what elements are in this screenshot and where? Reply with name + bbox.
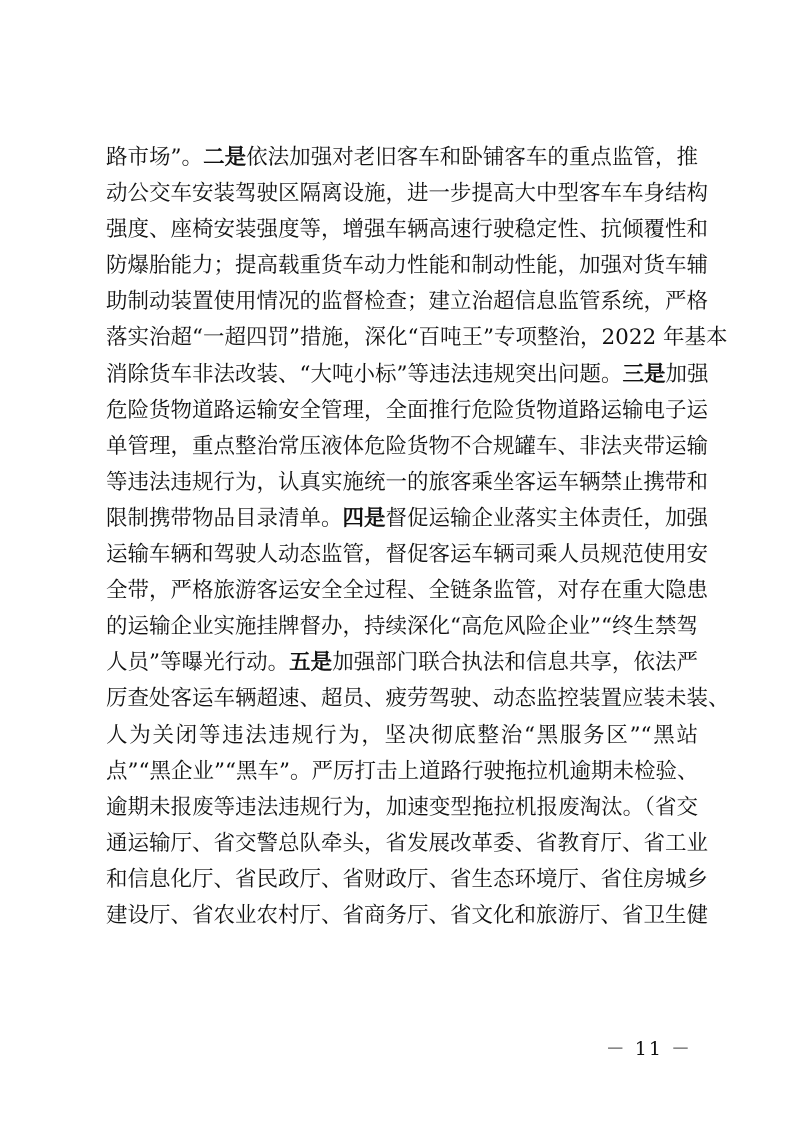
bold-lead-text: 二是 bbox=[203, 145, 247, 170]
text-line bbox=[106, 718, 698, 754]
text-line bbox=[106, 826, 709, 862]
text-line bbox=[106, 320, 728, 356]
text-line bbox=[106, 754, 698, 790]
text-run: 人为关闭等违法违规行为，坚决彻底整治“黑服务区”“黑站 bbox=[106, 722, 698, 748]
text-line bbox=[106, 140, 698, 176]
text-line bbox=[106, 898, 709, 934]
text-line bbox=[106, 465, 709, 501]
text-run: 通运输厅、省交警总队牵头，省发展改革委、省教育厅、省工业 bbox=[106, 830, 709, 856]
text-run: 落实治超“一超四罚”措施，深化“百吨王”专项整治，2022 年基本 bbox=[106, 325, 728, 351]
text-line bbox=[106, 681, 730, 717]
text-run: 的运输企业实施挂牌督办，持续深化“高危风险企业”“终生禁驾 bbox=[106, 614, 698, 640]
text-line bbox=[106, 357, 709, 393]
text-line bbox=[106, 429, 709, 465]
bold-lead-text: 四是 bbox=[342, 505, 386, 531]
text-run: 路市场”。 bbox=[106, 145, 204, 170]
text-line bbox=[106, 284, 709, 320]
text-run: 强度、座椅安装强度等，增强车辆高速行驶稳定性、抗倾覆性和 bbox=[106, 217, 709, 243]
text-line bbox=[106, 609, 698, 645]
text-line bbox=[106, 176, 709, 212]
text-run: 和信息化厅、省民政厅、省财政厅、省生态环境厅、省住房城乡 bbox=[106, 866, 709, 892]
text-run: 等违法违规行为，认真实施统一的旅客乘坐客运车辆禁止携带和 bbox=[106, 469, 709, 495]
text-run: 点”“黑企业”“黑车”。严厉打击上道路行驶拖拉机逾期未检验、 bbox=[106, 758, 699, 784]
text-line bbox=[106, 248, 709, 284]
text-line bbox=[106, 212, 709, 248]
text-run: 逾期未报废等违法违规行为，加速变型拖拉机报废淘汰。（省交 bbox=[106, 794, 698, 820]
text-run: 加强 bbox=[665, 361, 709, 387]
text-line bbox=[106, 790, 698, 826]
bold-lead-text: 五是 bbox=[289, 650, 333, 676]
text-run: 依法加强对老旧客车和卧铺客车的重点监管，推 bbox=[246, 145, 698, 170]
page-number: － 11 － bbox=[605, 1038, 692, 1060]
text-run: 消除货车非法改装、“大吨小标”等违法违规突出问题。 bbox=[106, 361, 623, 387]
text-run: 危险货物道路运输安全管理，全面推行危险货物道路运输电子运 bbox=[106, 397, 709, 423]
text-run: 建设厅、省农业农村厅、省商务厅、省文化和旅游厅、省卫生健 bbox=[106, 902, 709, 928]
text-line bbox=[106, 537, 709, 573]
text-line bbox=[106, 501, 709, 537]
text-run: 督促运输企业落实主体责任，加强 bbox=[385, 505, 709, 531]
text-line bbox=[106, 645, 698, 681]
text-run: 防爆胎能力；提高载重货车动力性能和制动性能，加强对货车辅 bbox=[106, 253, 709, 279]
text-line bbox=[106, 573, 709, 609]
text-run: 加强部门联合执法和信息共享，依法严 bbox=[332, 650, 698, 676]
text-line bbox=[106, 862, 709, 898]
text-run: 动公交车安装驾驶区隔离设施，进一步提高大中型客车车身结构 bbox=[106, 181, 709, 207]
text-line bbox=[106, 393, 709, 429]
text-run: 运输车辆和驾驶人动态监管，督促客运车辆司乘人员规范使用安 bbox=[106, 542, 709, 568]
text-run: 厉查处客运车辆超速、超员、疲劳驾驶、动态监控装置应装未装、 bbox=[106, 686, 730, 712]
text-run: 单管理，重点整治常压液体危险货物不合规罐车、非法夹带运输 bbox=[106, 433, 709, 459]
text-run: 助制动装置使用情况的监督检查；建立治超信息监管系统，严格 bbox=[106, 289, 709, 315]
text-run: 全带，严格旅游客运安全全过程、全链条监管，对存在重大隐患 bbox=[106, 578, 709, 604]
bold-lead-text: 三是 bbox=[622, 361, 666, 387]
text-run: 限制携带物品目录清单。 bbox=[106, 505, 343, 531]
body-text bbox=[106, 140, 730, 934]
text-run: 人员”等曝光行动。 bbox=[106, 650, 290, 676]
